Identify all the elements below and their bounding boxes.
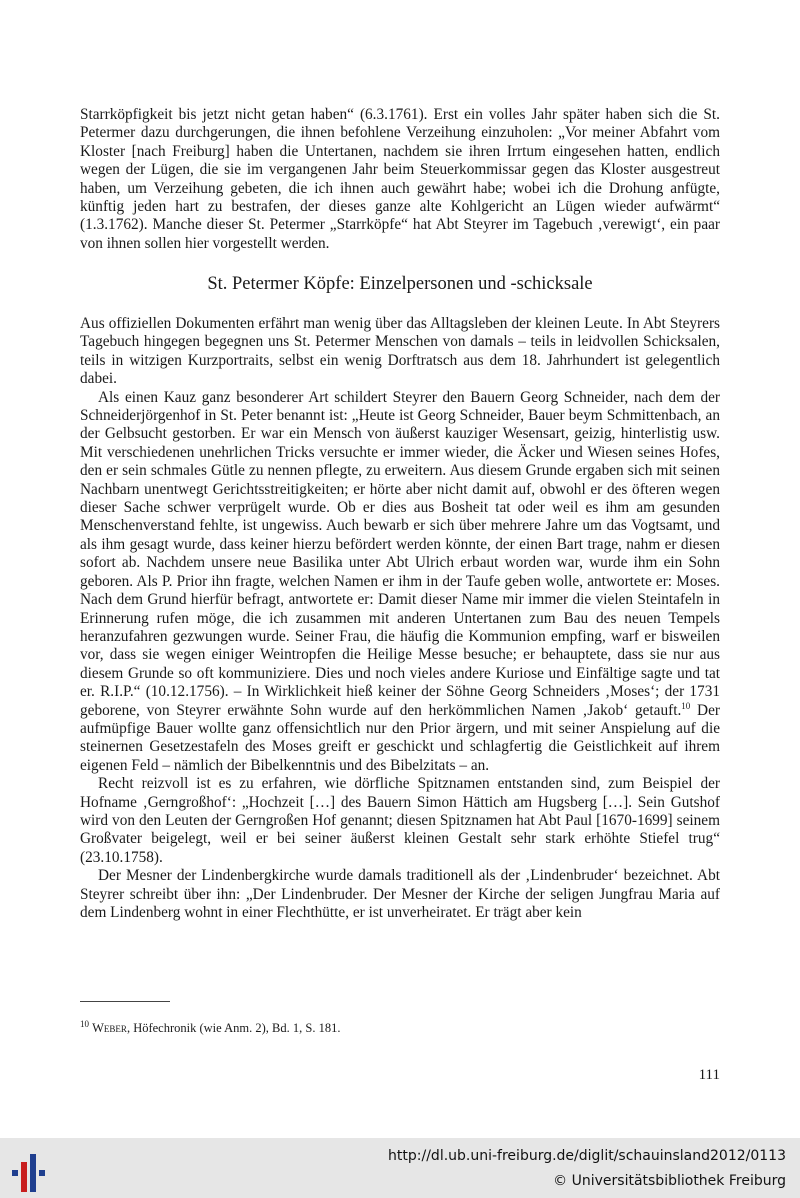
paragraph: Recht reizvoll ist es zu erfahren, wie dörfliche Spitznamen entstanden sind, zum Beispiel der Hofname ‚Gerngroßhof‘: „Hochzeit […] des Bauern Simon Hättich am Hugsberg […]. Sein Gutshof wird von den Leuten der Gerngroßen Hof genannt; diesen Spitznamen hat Abt Paul [1670-1699] seinem Großvater beigelegt, weil er bei seiner äußerst kleinen Gestalt sehr stark erhöhte Stiefel trug“ (23.10.1758). — [80, 775, 720, 866]
top-paragraph — [80, 106, 720, 253]
ub-freiburg-logo-icon — [10, 1150, 54, 1194]
footnote-author: Weber — [92, 1021, 127, 1035]
section-heading: St. Petermer Köpfe: Einzelpersonen und -schicksale — [207, 274, 593, 294]
paragraph-text: Als einen Kauz ganz besonderer Art schildert Steyrer den Bauern Georg Schneider, nach dem der Schneiderjörgenhof in St. Peter benannt ist: „Heute ist Georg Schneider, Bauer beym Schmittenbach, an der Gelbsucht gestorben. Er war ein Mensch von äußerst kauziger Wesensart, geizig, hinterlistig usw. Mit verschiedenen unehrlichen Tricks versuchte er immer wieder, die Äcker und Wiesen seines Hofes, den er sein schmales Gütle zu nennen pflegte, zu erweitern. Aus diesem Grunde ergaben sich mit seinen Nachbarn unentwegt Gerichtsstreitigkeiten; er hörte aber nicht damit auf, obwohl er des öfteren wegen dieser Sache schwer verprügelt wurde. Ob er dies aus Bosheit tat oder weil es ihm am gesunden Menschenverstand fehlte, ist ungewiss. Auch bewarb er sich über mehrere Jahre um das Vogtsamt, und als ihm gesagt wurde, dass keiner hierzu befördert werden könnte, der einen Bart trage, nahm er diesen sofort ab. Nachdem unsere neue Basilika unter Abt Ulrich erbaut worden war, wurde ihm ein Sohn geboren. Als P. Prior ihn fragte, welchen Namen er ihm in der Taufe geben wolle, antwortete er: Moses. Nach dem Grund hierfür befragt, antwortete er: Damit dieser Name mir immer die vielen Steintafeln in Erinnerung rufen möge, die ich zusammen mit anderen Untertanen zum Bau des neuen Tempels heranzufahren gezwungen wurde. Seiner Frau, die häufig die Kommunion empfing, warf er bisweilen vor, dass sie wegen einiger Weintropfen die Heilige Messe besuche; er behauptete, dass sie nur aus diesem Grunde so oft kommuniziere. Dies und noch vieles andere Kuriose und Einfältige sagte und tat er. R.I.P.“ (10.12.1756). – In Wirklichkeit hieß keiner der Söhne Georg Schneiders ‚Moses‘; der 1731 geborene, von Steyrer erwähnte Sohn wurde auf den herkömmlichen Namen ‚Jakob‘ getauft. — [80, 388, 720, 719]
copyright-notice: © Universitätsbibliothek Freiburg — [553, 1173, 786, 1189]
viewer-footer — [0, 1138, 800, 1198]
paragraph: Aus offiziellen Dokumenten erfährt man wenig über das Alltagsleben der kleinen Leute. In Abt Steyrers Tagebuch hingegen begegnen uns St. Petermer Menschen von damals – teils in leidvollen Schicksalen, teils in witzigen Kurzportraits, selbst ein wenig Dorftratsch aus dem 18. Jahrhundert ist gelegentlich dabei. — [80, 315, 720, 388]
page-number: 111 — [698, 1067, 720, 1083]
permalink-url[interactable]: http://dl.ub.uni-freiburg.de/diglit/schauinsland2012/0113 — [388, 1148, 786, 1164]
footnote-number: 10 — [80, 1018, 89, 1029]
footnote-reference[interactable]: 10 — [681, 700, 691, 711]
footnote-text: , Höfechronik (wie Anm. 2), Bd. 1, S. 181. — [126, 1021, 341, 1035]
footnote — [80, 1018, 341, 1036]
body-text — [80, 315, 720, 922]
paragraph-text: Der aufmüpfige Bauer wollte ganz offensichtlich nur den Prior ärgern, und mit seiner Anspielung auf die steinernen Gesetzestafeln des Moses greift er geschickt und schlagfertig die Geistlichkeit auf ihrem eigenen Feld – nämlich der Bibelkenntnis und des Bibelzitats – an. — [80, 701, 720, 774]
paragraph: Starrköpfigkeit bis jetzt nicht getan haben“ (6.3.1761). Erst ein volles Jahr später haben sich die St. Petermer dazu durchgerungen, die ihnen befohlene Verzeihung einzuholen: „Vor meiner Abfahrt vom Kloster [nach Freiburg] haben die Untertanen, nachdem sie ihren Irrtum eingesehen hatten, endlich wegen der Lügen, die sie im vergangenen Jahr beim Steuerkommissar gegen das Kloster ausgestreut haben, um Verzeihung gebeten, die ich ihnen auch gewährt habe; wobei ich die Drohung anfügte, künftig jeden hart zu bestrafen, der dieses ganze alte Kohlgericht an Lügen wieder aufwärmt“ (1.3.1762). Manche dieser St. Petermer „Starrköpfe“ hat Abt Steyrer im Tagebuch ‚verewigt‘, ein paar von ihnen sollen hier vorgestellt werden. — [80, 106, 720, 252]
paragraph — [80, 389, 720, 776]
footnote-divider — [80, 1001, 170, 1002]
paragraph: Der Mesner der Lindenbergkirche wurde damals traditionell als der ‚Lindenbruder‘ bezeichnet. Abt Steyrer schreibt über ihn: „Der Lindenbruder. Der Mesner der Kirche der seligen Jungfrau Maria auf dem Lindenberg wohnt in einer Flechthütte, er ist unverheiratet. Er trägt aber kein — [80, 867, 720, 921]
